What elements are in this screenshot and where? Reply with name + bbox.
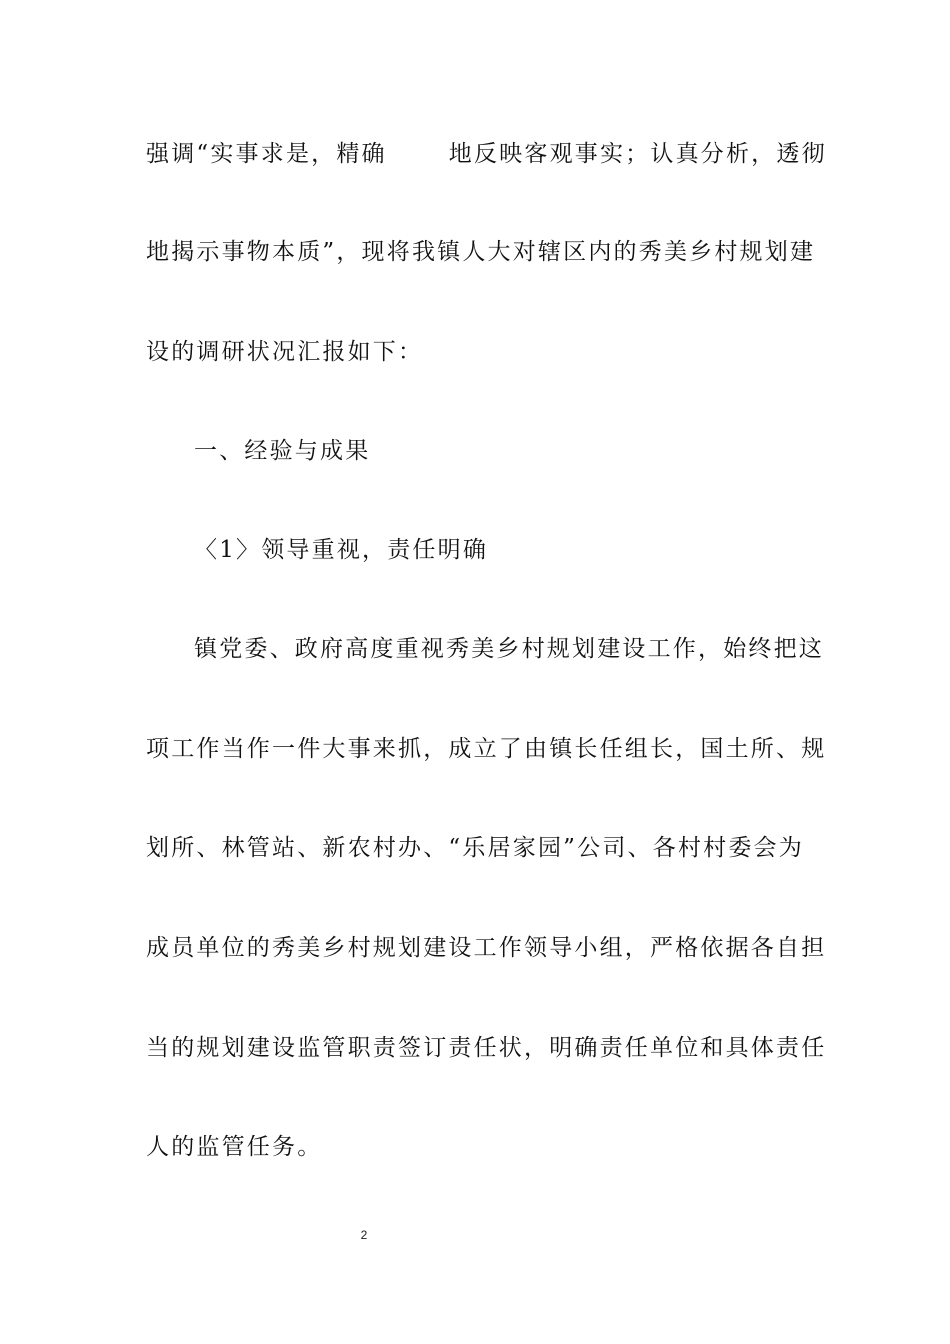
- text-segment: 地反映客观事实；认真分析，透彻: [448, 141, 827, 167]
- body-text-line: 项工作当作一件大事来抓，成立了由镇长任组长，国土所、规: [146, 736, 827, 762]
- body-text-line: 人的监管任务。: [146, 1134, 323, 1160]
- subsection-heading: 〈1〉领导重视，责任明确: [194, 537, 489, 563]
- body-text-line: 成员单位的秀美乡村规划建设工作领导小组，严格依据各自担: [146, 935, 827, 961]
- paragraph-first-line: 镇党委、政府高度重视秀美乡村规划建设工作，始终把这: [194, 636, 824, 662]
- body-text-line: [146, 139, 827, 169]
- text-segment: 强调“实事求是，精确: [146, 141, 387, 167]
- body-text-line: 地揭示事物本质”，现将我镇人大对辖区内的秀美乡村规划建: [146, 239, 816, 265]
- body-text-line: 当的规划建设监管职责签订责任状，明确责任单位和具体责任: [146, 1035, 827, 1061]
- body-text-line: 设的调研状况汇报如下：: [146, 339, 424, 365]
- section-heading: 一、经验与成果: [194, 438, 371, 464]
- page-number: 2: [360, 1228, 368, 1242]
- body-text-line: 划所、林管站、新农村办、“乐居家园”公司、各村村委会为: [146, 835, 804, 861]
